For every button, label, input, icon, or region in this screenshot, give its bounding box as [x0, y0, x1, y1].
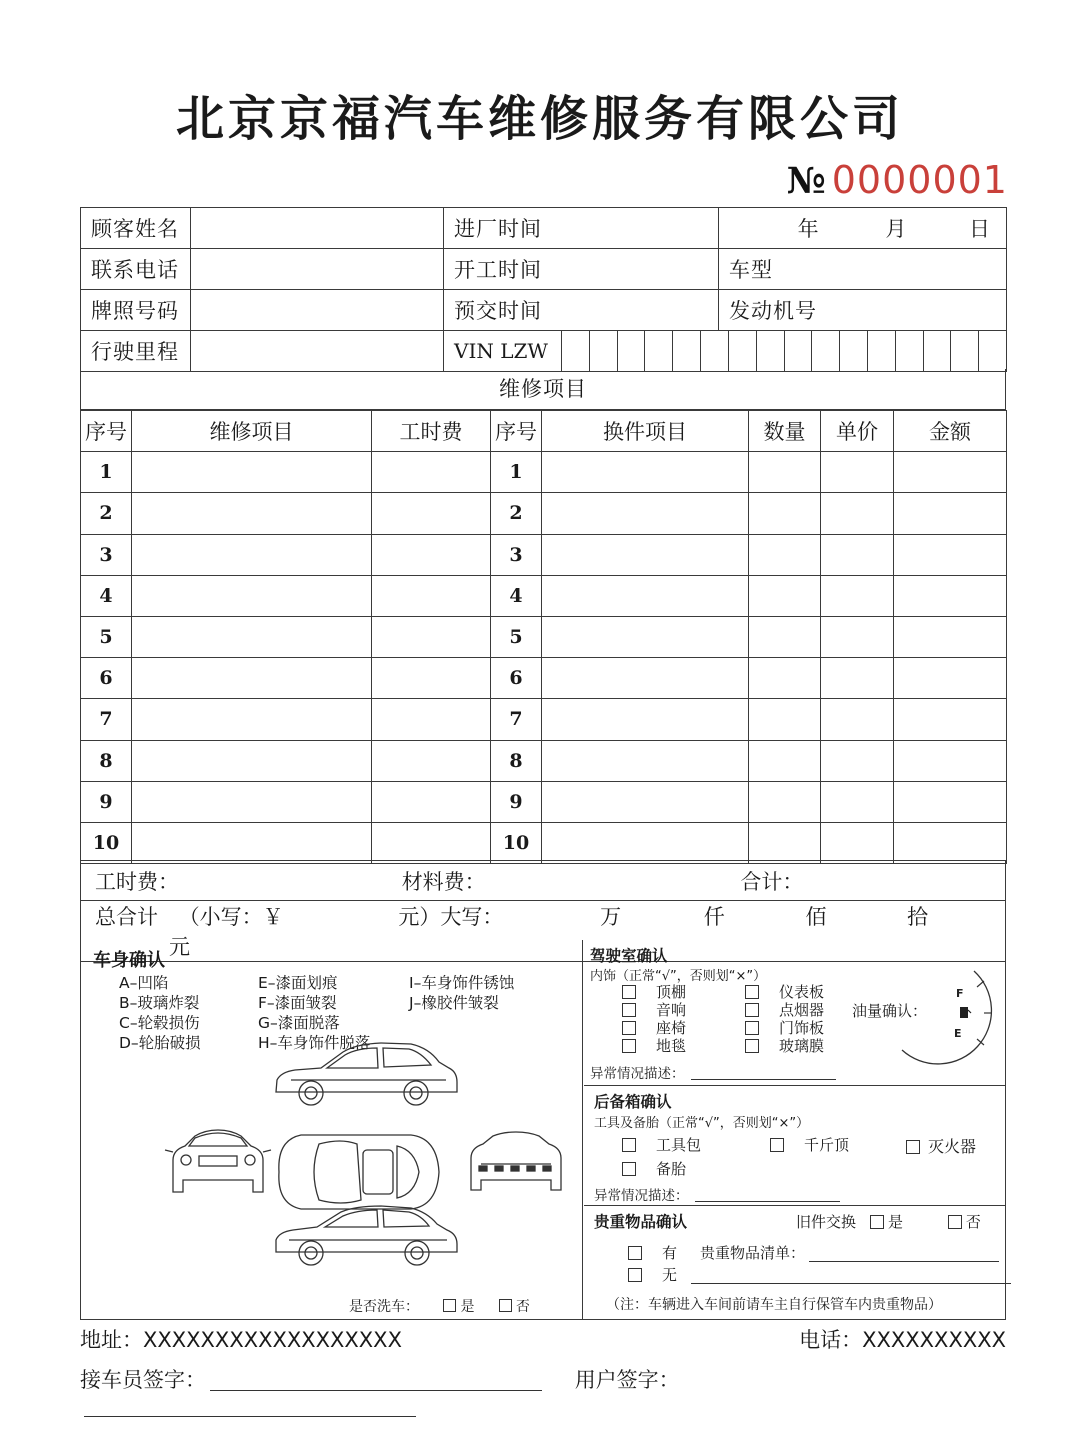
- car-wash-option: [349, 1296, 530, 1316]
- header-quantity: 数量: [749, 411, 821, 452]
- vin-digit-box[interactable]: [840, 331, 868, 371]
- replacement-item-cell[interactable]: [542, 534, 749, 575]
- extinguisher-label: 灭火器: [928, 1137, 977, 1156]
- table-row: [81, 575, 1007, 616]
- trunk-check-section: [584, 1086, 1005, 1206]
- amount-cell[interactable]: [894, 575, 1007, 616]
- replacement-item-cell[interactable]: [542, 822, 749, 863]
- old-parts-exchange: [796, 1211, 981, 1232]
- replacement-item-cell[interactable]: [542, 575, 749, 616]
- trunk-option-jack[interactable]: [770, 1134, 849, 1155]
- valuables-has-option[interactable]: [628, 1242, 677, 1263]
- repair-item-cell[interactable]: [132, 781, 372, 822]
- repair-item-cell[interactable]: [132, 452, 372, 493]
- lowercase-label: （小写：￥: [178, 905, 284, 929]
- table-row: [81, 534, 1007, 575]
- labor-fee-cell[interactable]: [372, 740, 491, 781]
- amount-cell[interactable]: [894, 658, 1007, 699]
- door-trim-label: 门饰板: [779, 1019, 825, 1037]
- toolkit-label: 工具包: [656, 1136, 702, 1154]
- part-seq-number: 10: [491, 822, 542, 863]
- part-seq-number: 7: [491, 699, 542, 740]
- valuables-section: [584, 1206, 1005, 1320]
- spare-tire-checkbox[interactable]: [622, 1162, 636, 1176]
- replacement-item-cell[interactable]: [542, 658, 749, 699]
- unit-price-cell[interactable]: [821, 534, 894, 575]
- table-row: [81, 699, 1007, 740]
- lighter-label: 点烟器: [779, 1001, 825, 1019]
- car-rear-view[interactable]: [471, 1132, 561, 1190]
- grand-total-label: 总合计: [95, 905, 158, 929]
- vin-digit-box[interactable]: [924, 331, 952, 371]
- car-wash-yes-label: 是: [460, 1299, 475, 1315]
- customer-info-table: [80, 207, 1007, 372]
- part-seq-number: 2: [491, 493, 542, 534]
- trunk-option-toolkit[interactable]: [622, 1134, 701, 1155]
- replacement-item-cell[interactable]: [542, 740, 749, 781]
- amount-cell[interactable]: [894, 781, 1007, 822]
- car-diagram[interactable]: [81, 940, 583, 1320]
- cabin-check-title: 驾驶室确认: [590, 947, 668, 965]
- damage-code-b: B–玻璃炸裂: [119, 994, 200, 1012]
- amount-cell[interactable]: [894, 534, 1007, 575]
- plate-number-label: 牌照号码: [81, 290, 191, 331]
- body-check-panel: [81, 940, 583, 1320]
- repair-item-cell[interactable]: [132, 534, 372, 575]
- ceiling-checkbox[interactable]: [622, 985, 636, 999]
- car-front-view[interactable]: [165, 1130, 271, 1192]
- unit-price-cell[interactable]: [821, 699, 894, 740]
- valuables-none-line: [691, 1283, 1011, 1284]
- car-side-view-left[interactable]: [276, 1043, 457, 1105]
- entry-date-field[interactable]: [719, 208, 1007, 249]
- quantity-cell[interactable]: [749, 534, 821, 575]
- valuables-list-line: [809, 1261, 999, 1262]
- vin-digit-box[interactable]: [645, 331, 673, 371]
- labor-fee-cell[interactable]: [372, 493, 491, 534]
- amount-cell[interactable]: [894, 699, 1007, 740]
- delivery-time-field[interactable]: 预交时间: [444, 290, 719, 331]
- damage-code-g: G–漆面脱落: [258, 1014, 340, 1032]
- repair-item-cell[interactable]: [132, 575, 372, 616]
- vin-digit-box[interactable]: [590, 331, 618, 371]
- unit-price-cell[interactable]: [821, 658, 894, 699]
- cabin-check-subtitle: 内饰（正常“√”，否则划“×”）: [590, 969, 767, 984]
- inspection-area: [80, 940, 1006, 1320]
- labor-fee-cell[interactable]: [372, 534, 491, 575]
- qian-label: 仟: [703, 905, 725, 929]
- table-row: [81, 452, 1007, 493]
- repair-seq-number: 1: [81, 452, 132, 493]
- amount-cell[interactable]: [894, 452, 1007, 493]
- unit-price-cell[interactable]: [821, 740, 894, 781]
- repair-item-cell[interactable]: [132, 699, 372, 740]
- wan-label: 万: [600, 905, 622, 929]
- audio-checkbox[interactable]: [622, 1003, 636, 1017]
- table-row: [81, 740, 1007, 781]
- entry-time-field[interactable]: 进厂时间: [444, 208, 719, 249]
- vin-field[interactable]: [444, 331, 1007, 372]
- repair-item-cell[interactable]: [132, 493, 372, 534]
- old-parts-yes-label: 是: [888, 1213, 904, 1231]
- repair-seq-number: 6: [81, 658, 132, 699]
- serial-number-label: №: [786, 160, 826, 202]
- ceiling-label: 顶棚: [656, 983, 687, 1001]
- labor-fee-cell[interactable]: [372, 452, 491, 493]
- header-repair-item: 维修项目: [132, 411, 372, 452]
- part-seq-number: 6: [491, 658, 542, 699]
- repair-item-cell[interactable]: [132, 616, 372, 657]
- engine-number-field[interactable]: 发动机号: [719, 290, 1007, 331]
- phone-text: 电话：XXXXXXXXXX: [799, 1328, 1006, 1352]
- car-wash-no-checkbox[interactable]: [499, 1299, 512, 1312]
- repair-seq-number: 7: [81, 699, 132, 740]
- repair-seq-number: 5: [81, 616, 132, 657]
- repair-seq-number: 3: [81, 534, 132, 575]
- cabin-option-carpet[interactable]: [622, 1035, 686, 1056]
- quantity-cell[interactable]: [749, 740, 821, 781]
- part-seq-number: 1: [491, 452, 542, 493]
- table-row: [81, 822, 1007, 863]
- audio-label: 音响: [656, 1001, 687, 1019]
- jack-checkbox[interactable]: [770, 1138, 784, 1152]
- trunk-abnormal[interactable]: [594, 1184, 840, 1204]
- part-seq-number: 8: [491, 740, 542, 781]
- shi-label: 拾: [907, 905, 929, 929]
- damage-code-j: J–橡胶件皱裂: [409, 994, 499, 1012]
- seat-label: 座椅: [656, 1019, 687, 1037]
- quantity-cell[interactable]: [749, 658, 821, 699]
- seat-checkbox[interactable]: [622, 1021, 636, 1035]
- unit-price-cell[interactable]: [821, 452, 894, 493]
- vin-digit-box[interactable]: [729, 331, 757, 371]
- repair-seq-number: 10: [81, 822, 132, 863]
- cabin-option-window-film[interactable]: [745, 1035, 824, 1056]
- repair-seq-number: 9: [81, 781, 132, 822]
- repair-item-cell[interactable]: [132, 658, 372, 699]
- dashboard-checkbox[interactable]: [745, 985, 759, 999]
- repair-seq-number: 2: [81, 493, 132, 534]
- car-wash-no-label: 否: [515, 1299, 530, 1315]
- table-row: [81, 493, 1007, 534]
- trunk-abnormal-label: 异常情况描述：: [594, 1188, 689, 1204]
- valuables-has-label: 有: [662, 1244, 678, 1262]
- replacement-item-cell[interactable]: [542, 616, 749, 657]
- labor-fee-cell[interactable]: [372, 658, 491, 699]
- serial-number: [787, 158, 1008, 202]
- part-seq-number: 5: [491, 616, 542, 657]
- labor-fee-cell[interactable]: [372, 699, 491, 740]
- totals-row[interactable]: [81, 861, 1006, 901]
- quantity-cell[interactable]: [749, 575, 821, 616]
- cabin-check-section: [584, 940, 1005, 1086]
- damage-code-e: E–漆面划痕: [258, 974, 338, 992]
- vin-label: VIN LZW: [444, 331, 562, 371]
- part-seq-number: 9: [491, 781, 542, 822]
- serial-number-value: 0000001: [831, 158, 1008, 202]
- damage-code-c: C–轮毂损伤: [119, 1014, 200, 1032]
- labor-fee-cell[interactable]: [372, 822, 491, 863]
- subtotal-label: 合计：: [740, 869, 804, 894]
- start-time-field[interactable]: 开工时间: [444, 249, 719, 290]
- quantity-cell[interactable]: [749, 616, 821, 657]
- fuel-empty-mark: E: [954, 1027, 962, 1040]
- customer-name-label: 顾客姓名: [81, 208, 191, 249]
- yuan-label: 元: [169, 935, 190, 959]
- repair-items-table: [80, 410, 1007, 864]
- vin-digit-box[interactable]: [896, 331, 924, 371]
- old-parts-no-label: 否: [965, 1213, 981, 1231]
- damage-code-f: F–漆面皱裂: [258, 994, 337, 1012]
- repair-item-cell[interactable]: [132, 822, 372, 863]
- damage-code-i: I–车身饰件锈蚀: [409, 974, 515, 992]
- year-label: 年: [797, 217, 819, 241]
- header-replacement-item: 换件项目: [542, 411, 749, 452]
- labor-fee-cell[interactable]: [372, 575, 491, 616]
- window-film-checkbox[interactable]: [745, 1039, 759, 1053]
- mileage-label: 行驶里程: [81, 331, 191, 372]
- repair-item-cell[interactable]: [132, 740, 372, 781]
- trunk-check-subtitle: 工具及备胎（正常“√”，否则划“×”）: [594, 1116, 810, 1131]
- fuel-label: 油量确认：: [852, 1002, 928, 1020]
- old-parts-yes-checkbox[interactable]: [870, 1215, 884, 1229]
- cabin-abnormal[interactable]: [590, 1062, 836, 1082]
- damage-code-d: D–轮胎破损: [119, 1034, 201, 1052]
- lighter-checkbox[interactable]: [745, 1003, 759, 1017]
- labor-fee-cell[interactable]: [372, 781, 491, 822]
- repair-seq-number: 4: [81, 575, 132, 616]
- carpet-label: 地毯: [656, 1037, 687, 1055]
- amount-cell[interactable]: [894, 493, 1007, 534]
- car-top-view[interactable]: [279, 1135, 439, 1209]
- jack-label: 千斤顶: [804, 1136, 850, 1154]
- day-label: 日: [969, 217, 990, 241]
- contact-phone-label: 联系电话: [81, 249, 191, 290]
- replacement-item-cell[interactable]: [542, 452, 749, 493]
- door-trim-checkbox[interactable]: [745, 1021, 759, 1035]
- carpet-checkbox[interactable]: [622, 1039, 636, 1053]
- vin-digit-box[interactable]: [868, 331, 896, 371]
- replacement-item-cell[interactable]: [542, 781, 749, 822]
- replacement-item-cell[interactable]: [542, 699, 749, 740]
- unit-price-cell[interactable]: [821, 822, 894, 863]
- trunk-check-title: 后备箱确认: [594, 1093, 672, 1111]
- user-sign-label: 用户签字：: [574, 1368, 680, 1392]
- vin-digit-box[interactable]: [673, 331, 701, 371]
- contact-phone-field[interactable]: [191, 249, 444, 290]
- valuables-has-checkbox[interactable]: [628, 1246, 642, 1260]
- unit-price-cell[interactable]: [821, 616, 894, 657]
- fuel-gauge[interactable]: [894, 965, 1004, 1065]
- footer-contact: [80, 1324, 1006, 1354]
- car-model-field[interactable]: 车型: [719, 249, 1007, 290]
- part-seq-number: 4: [491, 575, 542, 616]
- dashboard-label: 仪表板: [779, 983, 825, 1001]
- header-seq-2: 序号: [491, 411, 542, 452]
- cabin-abnormal-line: [691, 1079, 836, 1080]
- valuables-note: （注：车辆进入车间前请车主自行保管车内贵重物品）: [606, 1297, 942, 1313]
- vin-digit-box[interactable]: [812, 331, 840, 371]
- trunk-option-extinguisher[interactable]: [906, 1134, 976, 1157]
- valuables-list[interactable]: [700, 1242, 999, 1263]
- window-film-label: 玻璃膜: [779, 1037, 825, 1055]
- table-row: [81, 658, 1007, 699]
- labor-fee-cell[interactable]: [372, 616, 491, 657]
- quantity-cell[interactable]: [749, 493, 821, 534]
- spare-tire-label: 备胎: [656, 1160, 687, 1178]
- material-total-label: 材料费：: [401, 869, 486, 894]
- right-inspection-panel: [584, 940, 1005, 1320]
- user-sign-line[interactable]: [84, 1416, 416, 1417]
- vin-digit-box[interactable]: [979, 331, 1006, 371]
- amount-cell[interactable]: [894, 740, 1007, 781]
- replacement-item-cell[interactable]: [542, 493, 749, 534]
- quantity-cell[interactable]: [749, 822, 821, 863]
- customer-name-field[interactable]: [191, 208, 444, 249]
- valuables-none-label: 无: [662, 1266, 678, 1284]
- car-side-view-right[interactable]: [276, 1206, 457, 1265]
- valuables-list-label: 贵重物品清单：: [700, 1244, 806, 1262]
- cabin-abnormal-label: 异常情况描述：: [590, 1066, 685, 1082]
- repair-section-title: 维修项目: [80, 369, 1006, 410]
- vin-digit-box[interactable]: [562, 331, 590, 371]
- header-labor-fee: 工时费: [372, 411, 491, 452]
- receiver-sign-label: 接车员签字：: [80, 1368, 206, 1392]
- amount-cell[interactable]: [894, 616, 1007, 657]
- extinguisher-checkbox[interactable]: [906, 1140, 920, 1154]
- quantity-cell[interactable]: [749, 699, 821, 740]
- fuel-pump-icon: [960, 1007, 971, 1018]
- damage-code-a: A–凹陷: [119, 974, 169, 992]
- vin-digit-box[interactable]: [757, 331, 785, 371]
- unit-price-cell[interactable]: [821, 781, 894, 822]
- old-parts-no-checkbox[interactable]: [948, 1215, 962, 1229]
- labor-total-label: 工时费：: [95, 869, 179, 894]
- amount-cell[interactable]: [894, 822, 1007, 863]
- receiver-sign-line[interactable]: [210, 1390, 542, 1391]
- valuables-title: 贵重物品确认: [594, 1213, 688, 1231]
- company-title: 北京京福汽车维修服务有限公司: [175, 91, 904, 147]
- table-row: [81, 616, 1007, 657]
- unit-price-cell[interactable]: [821, 493, 894, 534]
- trunk-option-spare-tire[interactable]: [622, 1158, 686, 1179]
- table-row: [81, 781, 1007, 822]
- header-unit-price: 单价: [821, 411, 894, 452]
- yuan-uppercase-label: 元）大写：: [398, 905, 504, 929]
- mileage-field[interactable]: [191, 331, 444, 372]
- header-amount: 金额: [894, 411, 1007, 452]
- vin-digit-box[interactable]: [701, 331, 729, 371]
- damage-code-h: H–车身饰件脱落: [258, 1034, 371, 1052]
- part-seq-number: 3: [491, 534, 542, 575]
- fuel-full-mark: F: [956, 987, 964, 1000]
- car-wash-label: 是否洗车：: [349, 1299, 419, 1315]
- old-parts-label: 旧件交换: [796, 1213, 857, 1231]
- unit-price-cell[interactable]: [821, 575, 894, 616]
- bai-label: 佰: [805, 905, 827, 929]
- plate-number-field[interactable]: [191, 290, 444, 331]
- header-seq-1: 序号: [81, 411, 132, 452]
- repair-seq-number: 8: [81, 740, 132, 781]
- vin-digit-box[interactable]: [785, 331, 813, 371]
- month-label: 月: [885, 217, 907, 241]
- vin-digit-box[interactable]: [618, 331, 646, 371]
- vin-digit-box[interactable]: [951, 331, 979, 371]
- car-wash-yes-checkbox[interactable]: [443, 1299, 456, 1312]
- quantity-cell[interactable]: [749, 452, 821, 493]
- body-check-title: 车身确认: [93, 950, 165, 971]
- valuables-none-checkbox[interactable]: [628, 1268, 642, 1282]
- valuables-none-option[interactable]: [628, 1264, 1011, 1285]
- trunk-abnormal-line: [695, 1201, 840, 1202]
- toolkit-checkbox[interactable]: [622, 1138, 636, 1152]
- footer-signatures: [80, 1364, 1006, 1418]
- quantity-cell[interactable]: [749, 781, 821, 822]
- address-text: 地址：XXXXXXXXXXXXXXXXXX: [80, 1328, 402, 1352]
